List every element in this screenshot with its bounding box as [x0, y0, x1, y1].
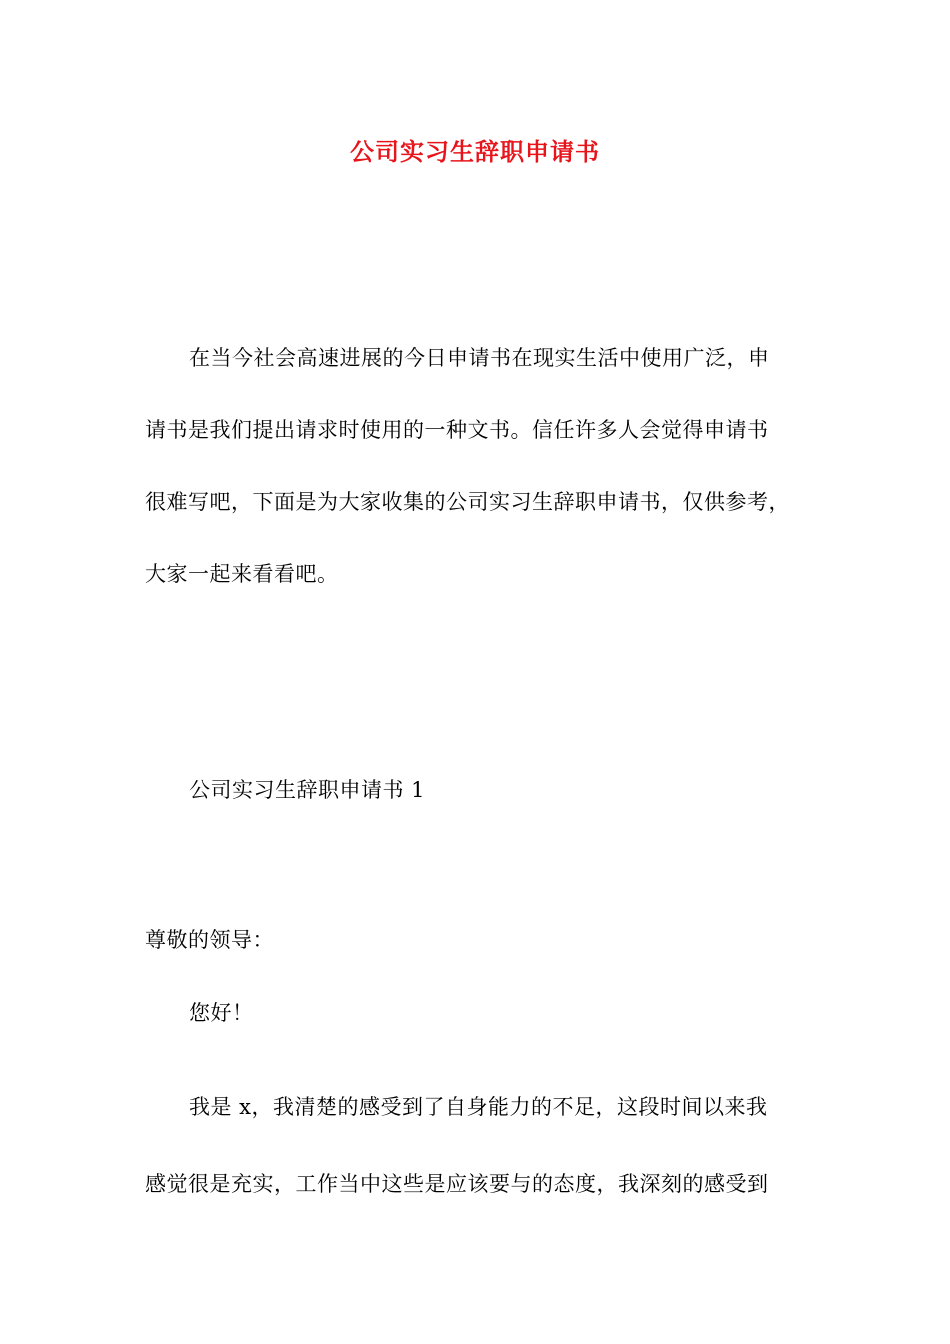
body-line: 感觉很是充实，工作当中这些是应该要与的态度，我深刻的感受到 — [145, 1172, 769, 1196]
intro-paragraph — [145, 322, 815, 610]
body-paragraph — [145, 1069, 815, 1223]
body-line: 我是 x，我清楚的感受到了自身能力的不足，这段时间以来我 — [189, 1095, 768, 1119]
intro-line: 大家一起来看看吧。 — [145, 562, 339, 586]
document-title: 公司实习生辞职申请书 — [350, 137, 600, 166]
greeting: 您好！ — [189, 1001, 254, 1025]
intro-line: 请书是我们提出请求时使用的一种文书。信任许多人会觉得申请书 — [145, 418, 769, 442]
intro-line: 在当今社会高速进展的今日申请书在现实生活中使用广泛，申 — [189, 346, 770, 370]
section-heading: 公司实习生辞职申请书 1 — [189, 778, 426, 802]
intro-line: 很难写吧，下面是为大家收集的公司实习生辞职申请书，仅供参考， — [145, 490, 790, 514]
salutation: 尊敬的领导： — [145, 928, 274, 952]
